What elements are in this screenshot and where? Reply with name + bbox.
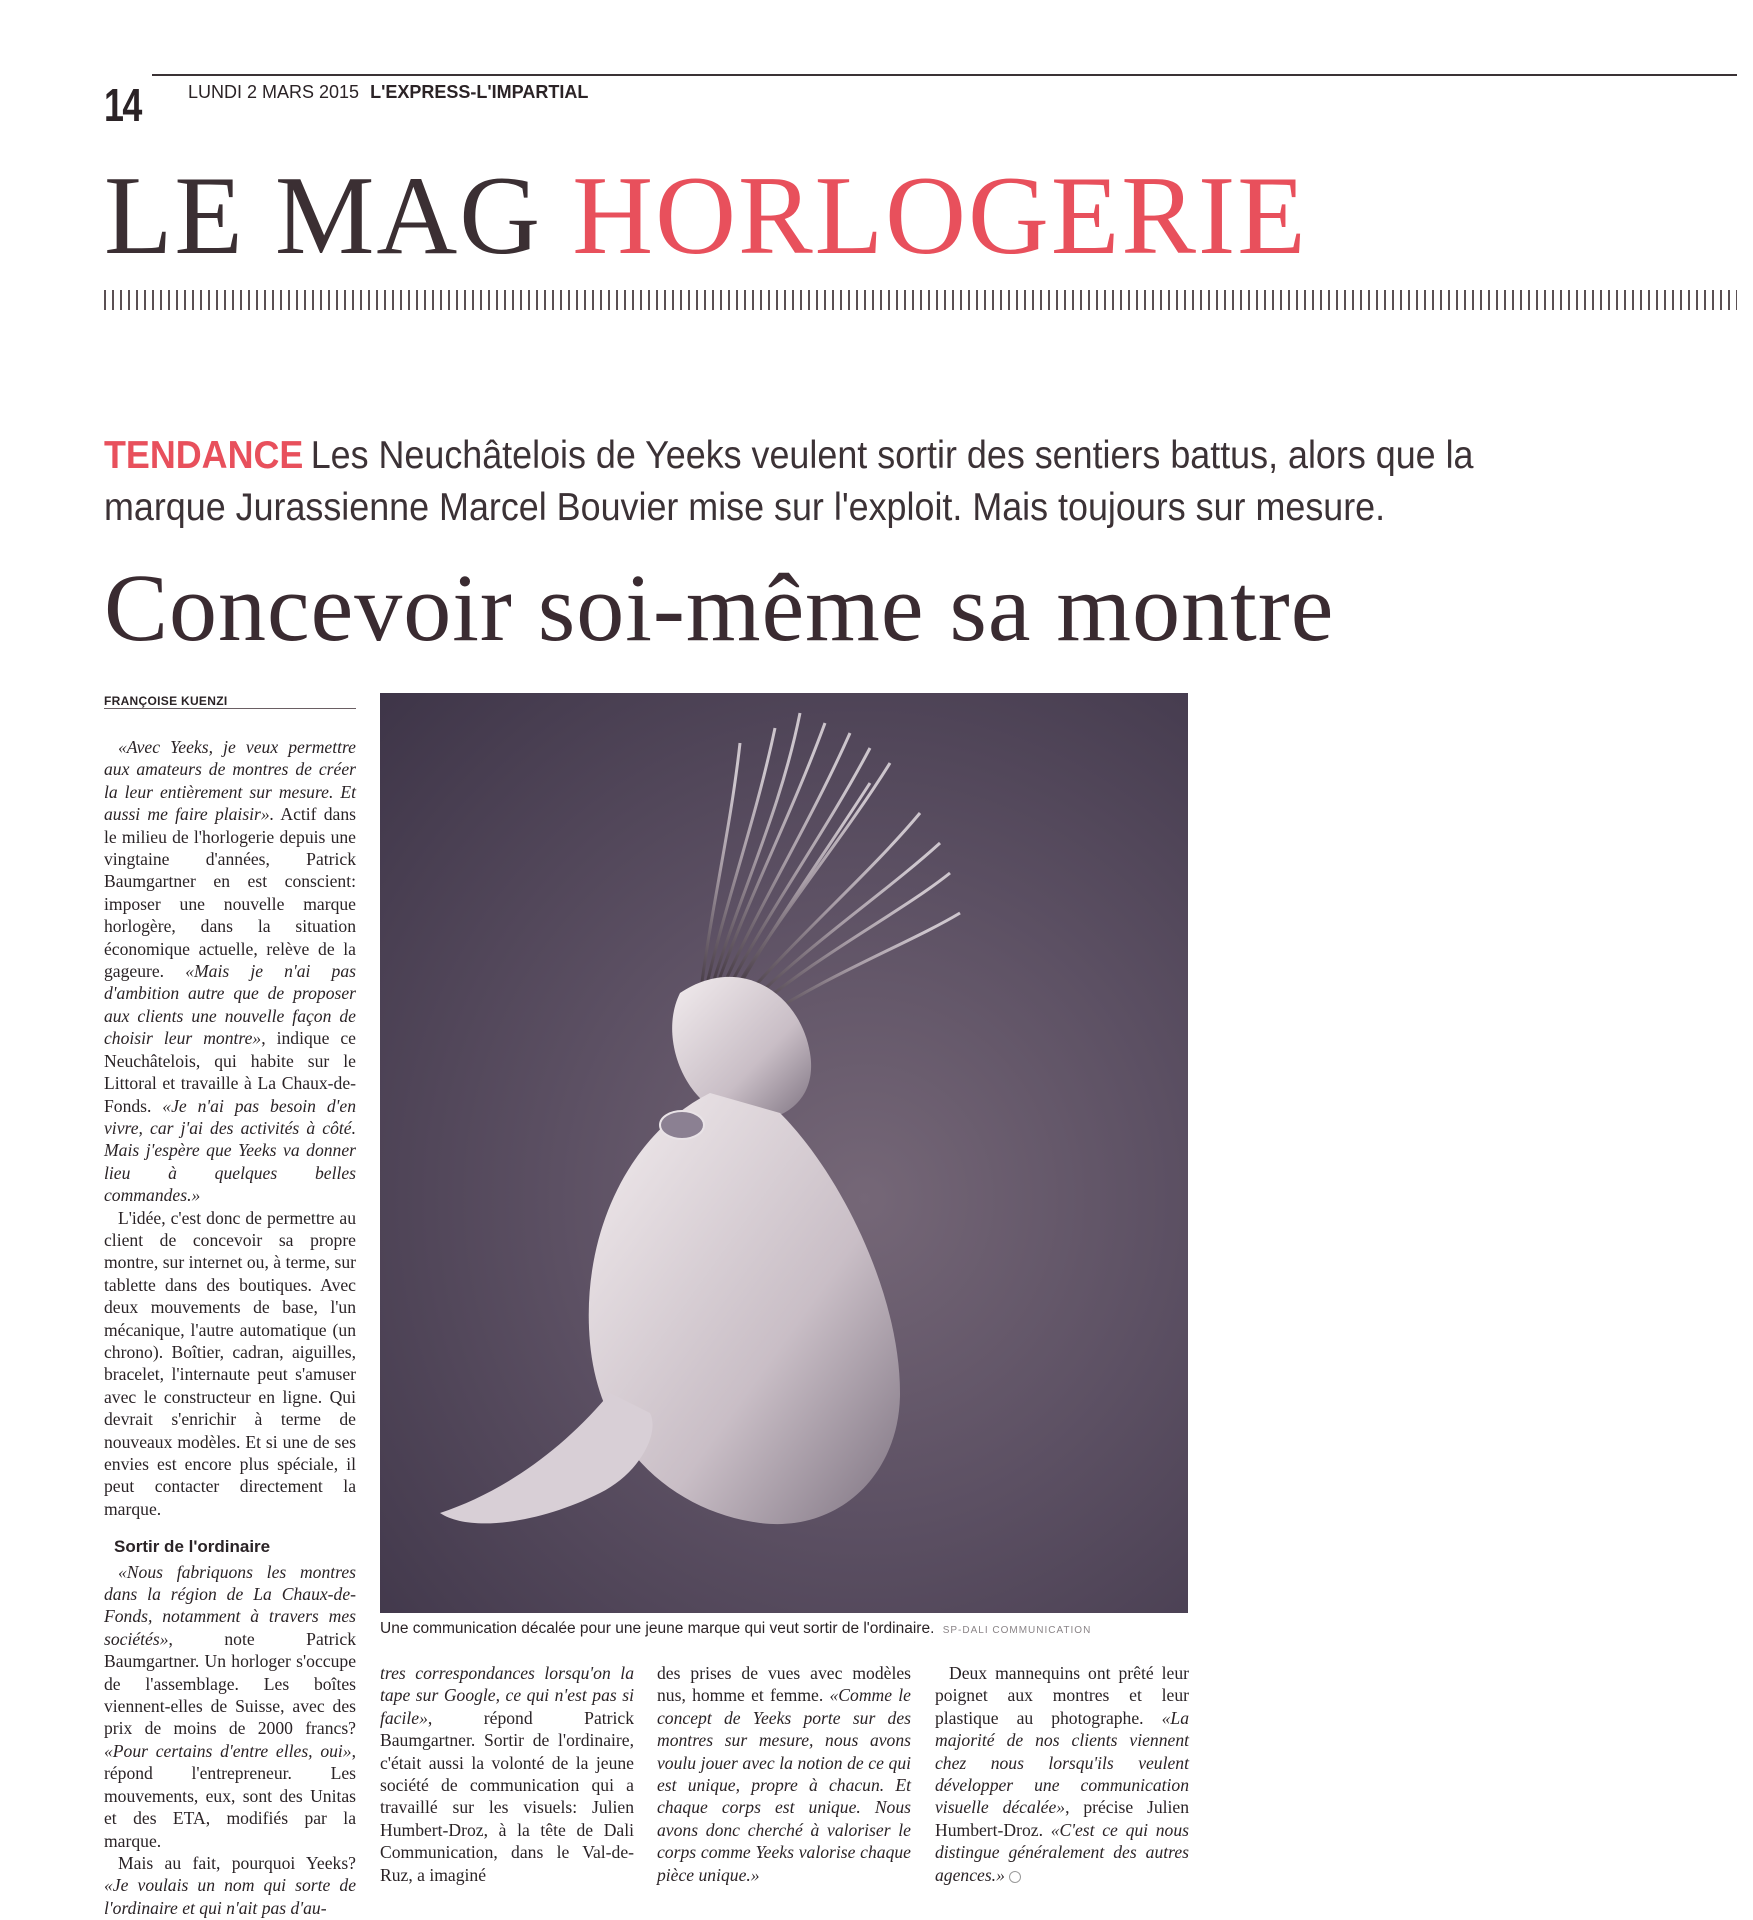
page-number: 14 xyxy=(104,79,141,131)
article-headline: Concevoir soi-même sa montre xyxy=(104,554,1335,661)
hair-strands xyxy=(700,713,960,1023)
paragraph: Mais au fait, pourquoi Yeeks? «Je voulais un nom qui sorte de l'ordinaire et qui n'ait pas d'au- xyxy=(104,1852,356,1918)
article-kicker xyxy=(104,430,1539,534)
paragraph: L'idée, c'est donc de permettre au client de concevoir sa propre montre, sur internet ou, à terme, sur tablette dans des boutiques. Avec deux mouvements de base, l'un mécanique, l'autre automatique (un chrono). Boîtier, cadran, aiguilles, bracelet, l'internaute peut s'amuser avec le constructeur en ligne. Qui devrait s'enrichir à terme de nouveaux modèles. Et si une de ses envies est encore plus spéciale, il peut contacter directement la marque. xyxy=(104,1207,356,1519)
photo-caption xyxy=(380,1620,1210,1638)
decorative-rule xyxy=(104,290,1737,310)
kicker-text: Les Neuchâtelois de Yeeks veulent sortir des sentiers battus, alors que la marque Jurassienne Marcel Bouvier mise sur l'exploit. Mais toujours sur mesure. xyxy=(104,434,1474,529)
article-column-4 xyxy=(935,1662,1189,1886)
dateline xyxy=(188,82,588,103)
article-column-1 xyxy=(104,736,356,1919)
paragraph: «Avec Yeeks, je veux permettre aux amateurs de montres de créer la leur entièrement sur mesure. Et aussi me faire plaisir». Actif dans le milieu de l'horlogerie depuis une vingtaine d'années, Patrick Baumgartner en est conscient: imposer une nouvelle marque horlogère, dans la situation économique actuelle, relève de la gageure. «Mais je n'ai pas d'ambition autre que de proposer aux clients une nouvelle façon de choisir leur montre», indique ce Neuchâtelois, qui habite sur le Littoral et travaille à La Chaux-de-Fonds. «Je n'ai pas besoin d'en vivre, car j'ai des activités à côté. Mais j'espère que Yeeks va donner lieu à quelques belles commandes.» xyxy=(104,737,356,1206)
section-masthead xyxy=(104,154,1308,278)
photo-illustration xyxy=(380,693,1188,1613)
masthead-section: HORLOGERIE xyxy=(572,154,1308,278)
paragraph: des prises de vues avec modèles nus, homme et femme. «Comme le concept de Yeeks porte sur des montres sur mesure, nous avons voulu jouer avec la notion de ce qui est unique, propre à chacun. Et chaque corps est unique. Nous avons donc cherché à valoriser le corps comme Yeeks valorise chaque pièce unique.» xyxy=(657,1663,911,1885)
masthead-prefix: LE MAG xyxy=(104,154,543,278)
figure xyxy=(440,977,900,1524)
paragraph: Deux mannequins ont prêté leur poignet aux montres et leur plastique au photographe. «La majorité de nos clients viennent chez nous lorsqu'ils veulent développer une communication visuelle décalée», précise Julien Humbert-Droz. «C'est ce qui nous distingue généralement des autres agences.» xyxy=(935,1663,1189,1885)
header-rule xyxy=(152,74,1737,76)
caption-text: Une communication décalée pour une jeune marque qui veut sortir de l'ordinaire. xyxy=(380,1620,935,1637)
article-photo xyxy=(380,693,1188,1613)
kicker-tag: TENDANCE xyxy=(104,434,304,477)
paragraph: «Nous fabriquons les montres dans la région de La Chaux-de-Fonds, notamment à travers mes sociétés», note Patrick Baumgartner. Un horloger s'occupe de l'assemblage. Les boîtes viennent-elles de Suisse, avec des prix de moins de 2000 francs? «Pour certains d'entre elles, oui», répond l'entrepreneur. Les mouvements, eux, sont des Unitas et des ETA, modifiés par la marque. xyxy=(104,1561,356,1851)
end-of-article-icon xyxy=(1009,1871,1021,1883)
article-subhead: Sortir de l'ordinaire xyxy=(114,1537,271,1557)
photo-credit: SP-DALI COMMUNICATION xyxy=(942,1625,1092,1636)
byline-rule xyxy=(104,708,356,709)
byline: FRANÇOISE KUENZI xyxy=(104,694,228,708)
article-column-2 xyxy=(380,1662,634,1886)
issue-date: LUNDI 2 MARS 2015 xyxy=(188,82,360,102)
publication-name: L'EXPRESS-L'IMPARTIAL xyxy=(370,82,589,102)
article-column-3 xyxy=(657,1662,911,1886)
paragraph: tres correspondances lorsqu'on la tape sur Google, ce qui n'est pas si facile», répond Patrick Baumgartner. Sortir de l'ordinaire, c'était aussi la volonté de la jeune société de communication qui a travaillé sur les visuels: Julien Humbert-Droz, à la tête de Dali Communication, dans le Val-de-Ruz, a imaginé xyxy=(380,1663,634,1885)
